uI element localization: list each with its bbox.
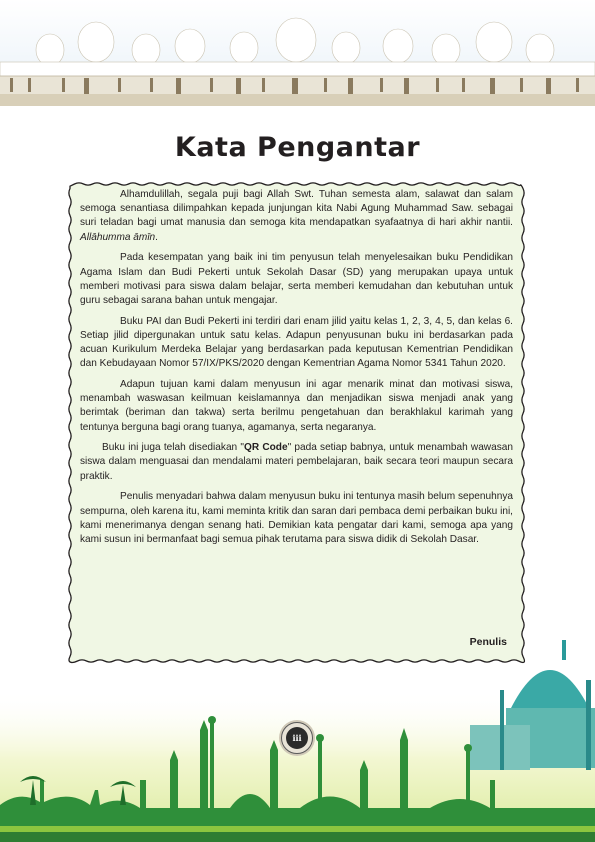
page-number-badge (281, 722, 313, 754)
paragraph-3: Buku PAI dan Budi Pekerti ini terdiri dari enam jilid yaitu kelas 1, 2, 3, 4, 5, dan kelas 6. Setiap jilid dipergunakan untuk satu kelas. Adapun penyusunan buku ini berdasarkan pada acuan Kurikulum Merdeka Belajar yang berdasarkan pada keputusan Kementrian Pendidikan dan Kebudayaan Nomor 57/IX/PKS/2020 dengan Kementrian Agama Nomor 5341 Tahun 2020. (80, 315, 513, 370)
paragraph-1-text: Alhamdulillah, segala puji bagi Allah Swt. Tuhan semesta alam, salawat dan salam semoga senantiasa dilimpahkan kepada junjungan kita Nabi Agung Muhammad Saw. sebagai suri teladan bagi umat manusia dan semoga kita mendapatkan syafaatnya di hari akhir nantii. (80, 189, 513, 229)
qr-code-highlight: QR Code (243, 442, 288, 454)
paragraph-1 (80, 188, 513, 245)
paragraph-1-end: . (155, 231, 158, 243)
page-number: iii (286, 727, 308, 749)
paragraph-1-italic: Allāhumma āmīn (80, 231, 156, 243)
top-mosque-banner (0, 0, 595, 106)
content-frame (66, 180, 527, 665)
paragraph-6: Penulis menyadari bahwa dalam menyusun buku ini tentunya masih belum sepenuhnya sempurna, oleh karena itu, kami meminta kritik dan saran dari pembaca demi perbaikan buku ini, kami menerimanya dengan senang hati. Demikian kata pengatar dari kami, semoga apa yang kami susun ini bermanfaat bagi semua pihak terutama para siswa didik di Sekolah Dasar. (80, 491, 513, 545)
author-signature: Penulis (469, 636, 507, 648)
paragraph-4: Adapun tujuan kami dalam menyusun ini agar menarik minat dan motivasi siswa, menambah waswasan keilmuan keislamannya dan menjadikan siswa menjadi anak yang berimtak (beriman dan takwa) serta berilmu pengetahuan dan berakhlakul karimah yang tentunya berguna bagi orang tuanya, agamanya, serta negaranya. (80, 378, 513, 433)
page-title: Kata Pengantar (174, 132, 421, 163)
preface-text (80, 188, 513, 554)
paragraph-2: Pada kesempatan yang baik ini tim penyusun telah menyelesaikan buku Pendidikan Agama Islam dan Budi Pekerti untuk Sekolah Dasar (SD) yang merupakan upaya untuk memberi motivasi para siswa dalam belajar, serta memberi kemudahan dan kebutuhan untuk guru sebagai sarana bahan untuk mengajar. (80, 252, 513, 306)
paragraph-5-text-end: " pada setiap babnya, untuk menambah wawasan siswa dalam menguasai dan mendalami materi pembelajaran, baik secara teori maupun secara praktik. (80, 442, 513, 482)
paragraph-5-text: Buku ini juga telah disediakan " (102, 442, 244, 454)
mosque-silhouette-illustration (0, 0, 595, 106)
paragraph-5 (80, 441, 513, 484)
